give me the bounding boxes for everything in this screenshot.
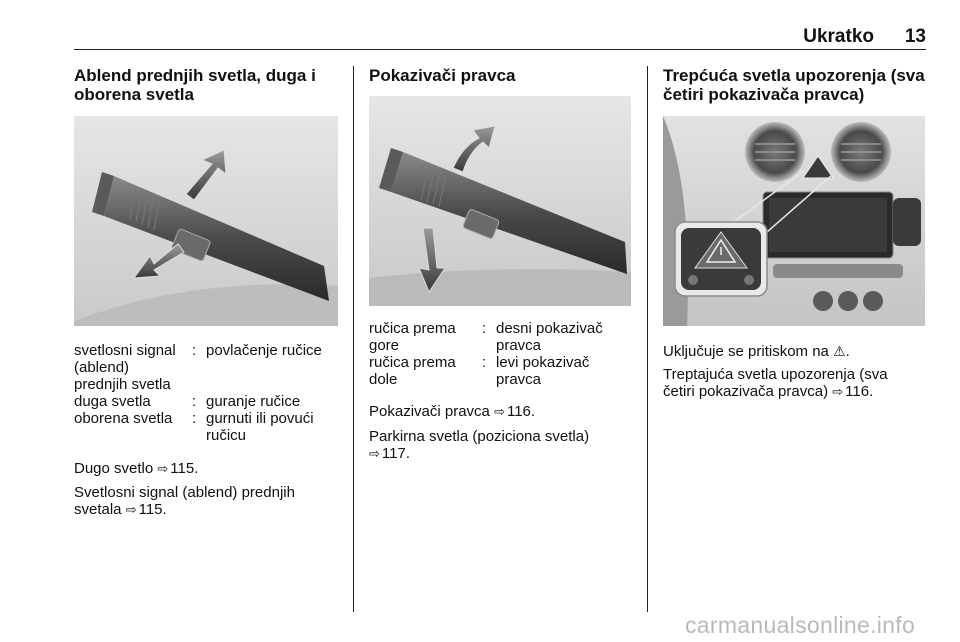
page-reference-link[interactable]: 116. — [845, 383, 874, 400]
term-line: prednjih svetla — [74, 376, 171, 393]
definition-list-turn-signals — [369, 320, 634, 388]
paragraph-activate: Uključuje se pritiskom na ⚠. — [663, 343, 850, 360]
column-divider-2 — [647, 66, 648, 612]
definition-term — [74, 410, 192, 444]
term-line: ručica prema — [369, 354, 456, 371]
def-line: pravca — [496, 371, 542, 388]
term-line: duga svetla — [74, 393, 151, 410]
definition-term — [369, 354, 482, 388]
para-text: Uključuje se pritiskom na — [663, 343, 829, 360]
column-divider-1 — [353, 66, 354, 612]
term-line: gore — [369, 337, 400, 354]
definition-row — [369, 320, 634, 354]
paragraph-high-beam — [74, 460, 344, 477]
term-line: (ablend) — [74, 359, 130, 376]
def-line: pravca — [496, 337, 542, 354]
definition-colon: : — [482, 320, 487, 337]
definition-text — [496, 354, 589, 388]
column-turn-signals — [369, 66, 634, 85]
paragraph-parking-lights — [369, 428, 637, 462]
cross-reference-icon: ⇨ — [369, 446, 380, 461]
def-line: povlačenje ručice — [206, 342, 322, 359]
cross-reference-icon: ⇨ — [494, 404, 505, 419]
definition-row — [74, 342, 342, 393]
definition-colon: : — [192, 410, 197, 427]
def-line: desni pokazivač — [496, 320, 603, 337]
definition-term — [74, 342, 192, 393]
definition-text — [206, 342, 322, 393]
page-reference-link[interactable]: 115. — [138, 501, 167, 518]
para-text: Dugo svetlo — [74, 460, 154, 477]
section-title: Ukratko — [803, 26, 874, 47]
definition-term — [74, 393, 192, 410]
heading-headlights — [74, 66, 342, 104]
cross-reference-icon: ⇨ — [157, 461, 169, 476]
def-line: ručicu — [206, 427, 247, 444]
definition-row — [74, 410, 342, 444]
para-text: Pokazivači pravca — [369, 403, 490, 420]
cross-reference-icon: ⇨ — [832, 384, 844, 399]
header-rule — [74, 49, 926, 50]
definition-row — [74, 393, 342, 410]
figure-headlight-stalk — [74, 116, 338, 326]
definition-colon: : — [482, 354, 487, 371]
definition-text — [206, 410, 314, 444]
heading-line: oborena svetla — [74, 85, 194, 104]
page-reference-link[interactable]: 117. — [381, 445, 410, 462]
term-line: oborena svetla — [74, 410, 173, 427]
definition-term — [369, 320, 482, 354]
term-line: svetlosni signal — [74, 342, 176, 359]
term-line: ručica prema — [369, 320, 456, 337]
heading-turn-signals: Pokazivači pravca — [369, 66, 516, 85]
hazard-warning-icon: ⚠ — [833, 343, 846, 359]
para-text: Parkirna svetla (poziciona svetla) — [369, 428, 590, 445]
page-reference-link[interactable]: 115. — [170, 460, 199, 477]
definition-text — [496, 320, 603, 354]
paragraph-turn-signals — [369, 403, 637, 420]
column-headlights — [74, 66, 342, 104]
page-number: 13 — [904, 26, 926, 47]
definition-text — [206, 393, 300, 410]
figure-hazard-switch — [663, 116, 925, 326]
figure-turn-signal-stalk — [369, 96, 631, 306]
definition-list-headlights — [74, 342, 342, 444]
definition-colon: : — [192, 393, 197, 410]
para-text: svetala — [74, 501, 122, 518]
definition-colon: : — [192, 342, 197, 359]
heading-line: Trepćuća svetla upozorenja (sva — [663, 66, 925, 85]
cross-reference-icon: ⇨ — [125, 502, 137, 517]
heading-line: Ablend prednjih svetla, duga i — [74, 66, 316, 85]
heading-line: četiri pokazivača pravca) — [663, 85, 865, 104]
para-text: Treptajuća svetla upozorenja (sva — [663, 366, 888, 383]
watermark: carmanualsonline.info — [685, 612, 916, 638]
column-hazard-lights — [663, 66, 929, 104]
paragraph-hazard-ref — [663, 366, 929, 400]
def-line: levi pokazivač — [496, 354, 590, 371]
heading-hazard-lights — [663, 66, 929, 104]
def-line: gurnuti ili povući — [206, 410, 314, 427]
para-text: Svetlosni signal (ablend) prednjih — [74, 484, 295, 501]
page-header — [74, 26, 926, 48]
def-line: guranje ručice — [206, 393, 301, 410]
definition-row — [369, 354, 634, 388]
paragraph-flash — [74, 484, 344, 518]
page-reference-link[interactable]: 116. — [506, 403, 536, 420]
para-text: četiri pokazivača pravca) — [663, 383, 829, 400]
term-line: dole — [369, 371, 398, 388]
